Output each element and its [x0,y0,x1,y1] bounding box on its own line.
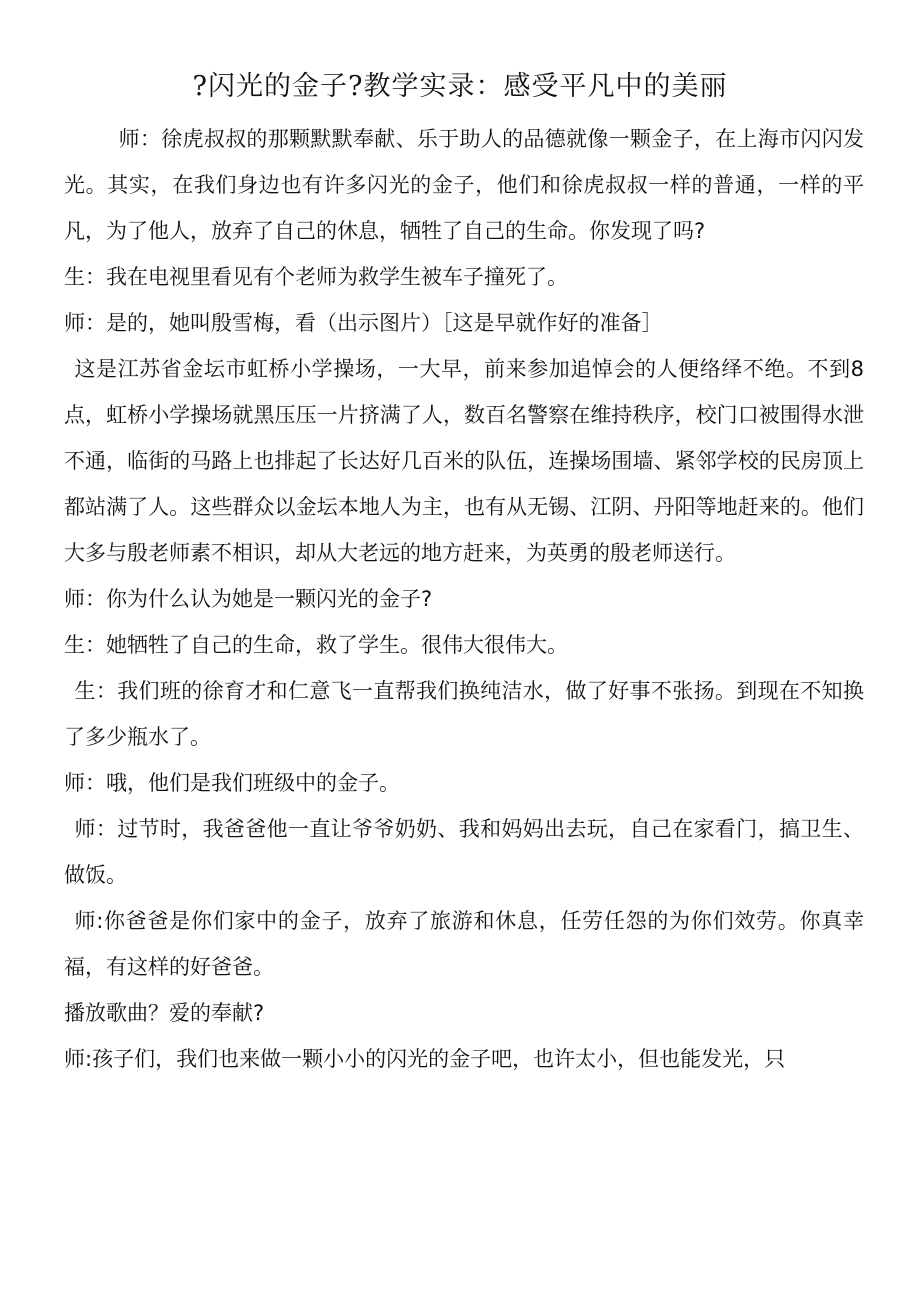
paragraph-play-song: 播放歌曲？爱的奉献? [64,1001,265,1025]
paragraph-memorial-description: 这是江苏省金坛市虹桥小学操场，一大早，前来参加追悼会的人便络绎不绝。不到8点，虹桥小学操场就黑压压一片挤满了人，数百名警察在维持秩序，校门口被围得水泄不通，临街的马路上也排起了长达好几百米的队伍，连操场围墙、紧邻学校的民房顶上都站满了人。这些群众以金坛本地人为主，也有从无锡、江阴、丹阳等地赶来的。他们大多与殷老师素不相识，却从大老远的地方赶来，为英勇的殷老师送行。 [64,357,864,565]
paragraph-teacher-response-1: 师：哦，他们是我们班级中的金子。 [64,771,400,795]
paragraph-student-answer-1: 生：我在电视里看见有个老师为救学生被车子撞死了。 [64,265,568,289]
paragraph-holiday-story: 师：过节时，我爸爸他一直让爷爷奶奶、我和妈妈出去玩，自己在家看门，搞卫生、做饭。 [64,817,864,887]
paragraph-teacher-intro: 师：徐虎叔叔的那颗默默奉献、乐于助人的品德就像一颗金子，在上海市闪闪发光。其实，在我们身边也有许多闪光的金子，他们和徐虎叔叔一样的普通，一样的平凡，为了他人，放弃了自己的休息，牺牲了自己的生命。你发现了吗? [64,127,864,243]
paragraph-teacher-show-picture: 师：是的，她叫殷雪梅，看（出示图片）［这是早就作好的准备］ [64,311,663,335]
document-body [64,116,864,1082]
document-title: ?闪光的金子?教学实录：感受平凡中的美丽 [192,71,728,102]
paragraph-student-answer-2: 生：她牺牲了自己的生命，救了学生。很伟大很伟大。 [64,633,568,657]
paragraph-teacher-closing: 师:孩子们，我们也来做一颗小小的闪光的金子吧，也许太小，但也能发光，只 [64,1047,786,1071]
paragraph-teacher-response-2: 师:你爸爸是你们家中的金子，放弃了旅游和休息，任劳任怨的为你们效劳。你真幸福，有这样的好爸爸。 [64,909,864,979]
paragraph-teacher-question: 师：你为什么认为她是一颗闪光的金子? [64,587,433,611]
paragraph-student-answer-3: 生：我们班的徐育才和仁意飞一直帮我们换纯洁水，做了好事不张扬。到现在不知换了多少瓶水了。 [64,679,864,749]
